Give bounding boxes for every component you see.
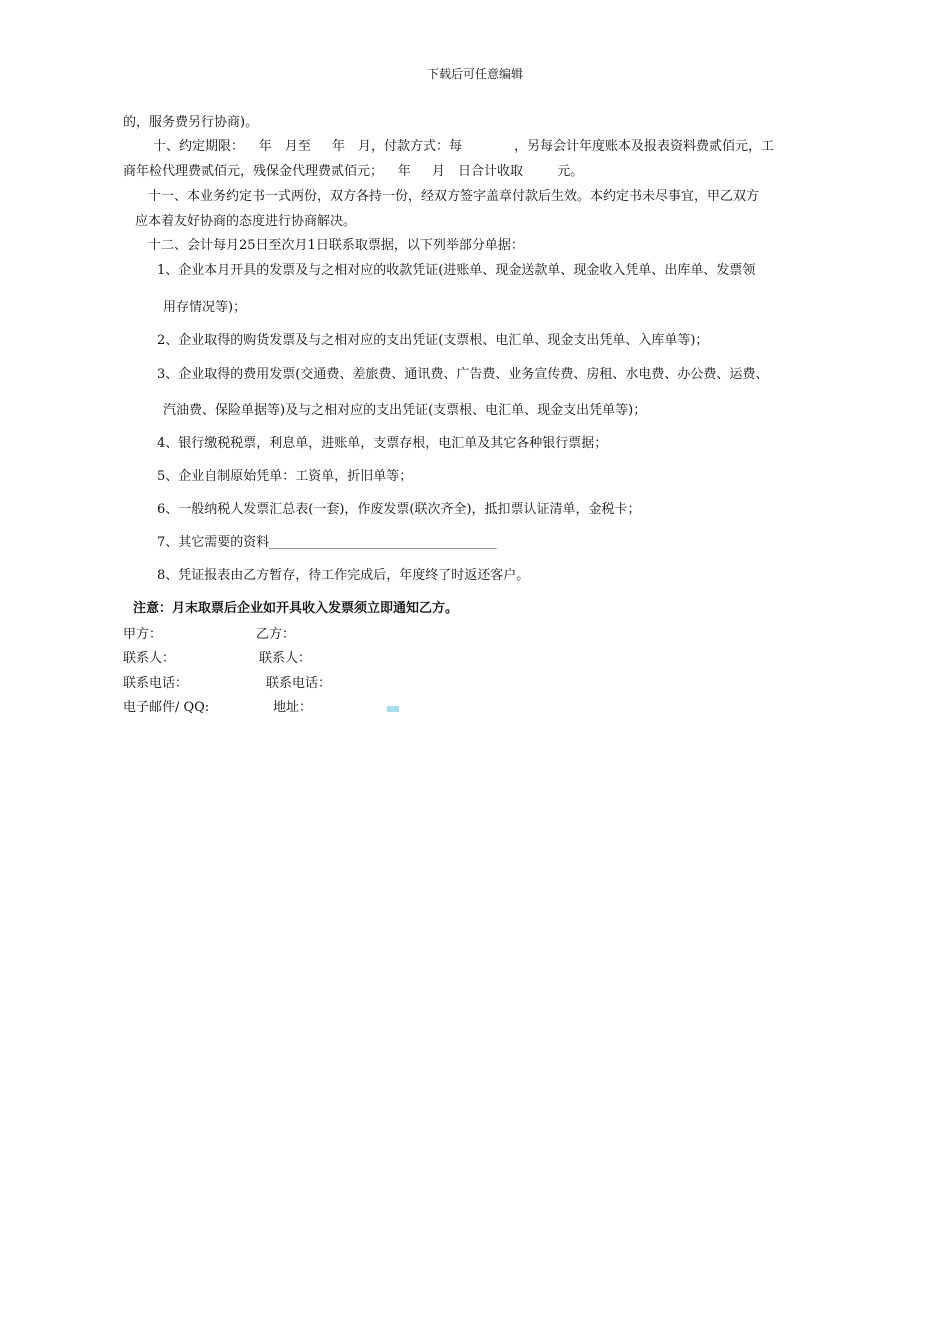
email-a-label: 电子邮件/ QQ: <box>123 700 210 715</box>
page-header: 下载后可任意编辑 <box>426 67 523 81</box>
body-line: 商年检代理费贰佰元，残保金代理费贰佰元； 年 月 日合计收取 元。 <box>123 164 584 179</box>
list-item: 7、其它需要的资料___________________________________ <box>157 535 497 550</box>
party-a-label: 甲方： <box>123 627 163 642</box>
list-item: 6、一般纳税人发票汇总表(一套)，作废发票(联次齐全)，抵扣票认证清单，金税卡； <box>157 502 641 517</box>
party-b-label: 乙方： <box>256 627 296 642</box>
list-item: 8、凭证报表由乙方暂存，待工作完成后，年度终了时返还客户。 <box>157 568 530 583</box>
list-item: 2、企业取得的购货发票及与之相对应的支出凭证(支票根、电汇单、现金支出凭单、入库单等)； <box>157 333 709 348</box>
list-item: 1、企业本月开具的发票及与之相对应的收款凭证(进账单、现金送款单、现金收入凭单、出库单、发票领 <box>157 263 756 278</box>
list-item: 5、企业自制原始凭单：工资单，折旧单等； <box>157 469 413 484</box>
highlight-mark <box>387 706 399 712</box>
address-b-label: 地址： <box>273 700 313 715</box>
body-line: 十、约定期限： 年 月至 年 月，付款方式：每 ，另每会计年度账本及报表资料费贰佰元，工 <box>153 139 775 154</box>
phone-b-label: 联系电话： <box>266 676 332 691</box>
body-line: 应本着友好协商的态度进行协商解决。 <box>135 214 357 229</box>
list-item: 3、企业取得的费用发票(交通费、差旅费、通讯费、广告费、业务宣传费、房租、水电费、办公费、运费、 <box>157 367 769 382</box>
body-line: 十一、本业务约定书一式两份，双方各持一份，经双方签字盖章付款后生效。本约定书未尽事宜，甲乙双方 <box>148 189 760 204</box>
body-line: 十二、会计每月25日至次月1日联系取票据，以下列举部分单据： <box>148 238 524 253</box>
contact-a-label: 联系人： <box>123 651 176 666</box>
contact-b-label: 联系人： <box>259 651 312 666</box>
list-item-continuation: 用存情况等)； <box>163 300 247 315</box>
phone-a-label: 联系电话： <box>123 676 189 691</box>
list-item: 4、银行缴税税票，利息单，进账单，支票存根，电汇单及其它各种银行票据； <box>157 436 608 451</box>
list-item-continuation: 汽油费、保险单据等)及与之相对应的支出凭证(支票根、电汇单、现金支出凭单等)； <box>163 403 647 418</box>
notice-text: 注意：月末取票后企业如开具收入发票须立即通知乙方。 <box>133 601 459 616</box>
body-line: 的，服务费另行协商)。 <box>123 115 259 130</box>
